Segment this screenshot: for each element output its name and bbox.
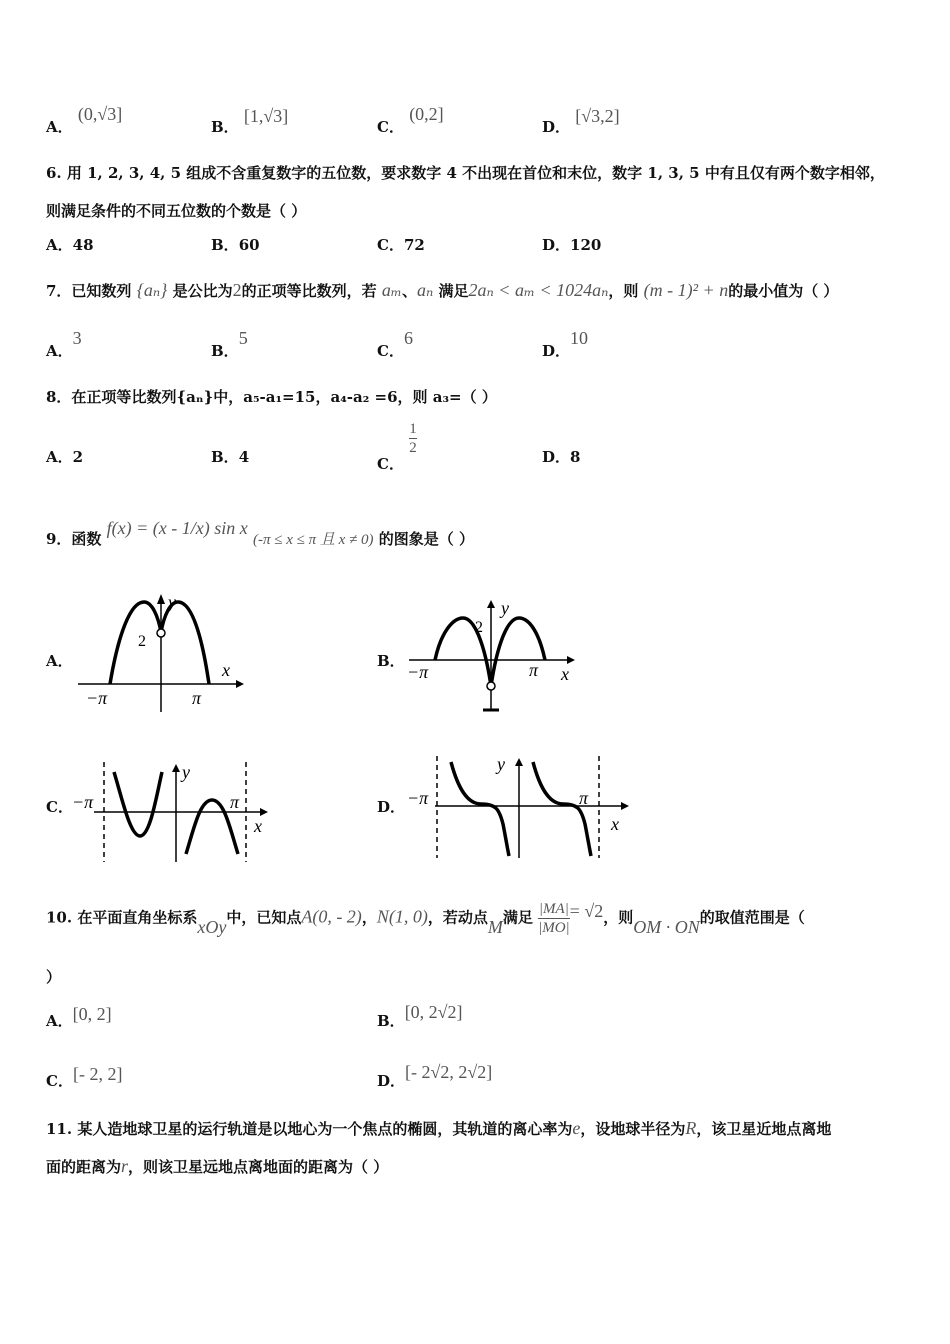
graph-b-two-label: 2 bbox=[475, 619, 483, 636]
graph-d-x-label: x bbox=[611, 814, 619, 834]
q10-option-d: D．[- 2√2, 2√2] bbox=[377, 1062, 493, 1090]
graph-d-pi-label: π bbox=[579, 788, 589, 808]
q7-option-b: B．5 bbox=[211, 328, 248, 360]
q6-option-c: C．72 bbox=[377, 236, 425, 254]
q5-option-c: C． (0,2] bbox=[377, 104, 444, 136]
q9-graph-c bbox=[70, 758, 270, 866]
graph-a-neg-pi-label: −π bbox=[86, 688, 108, 708]
q5-option-a: A． (0,√3] bbox=[46, 104, 123, 136]
graph-c-neg-pi-label: −π bbox=[72, 792, 94, 812]
q10-stem-close: ） bbox=[46, 968, 62, 986]
graph-b-x-label: x bbox=[561, 664, 569, 684]
graph-b-pi-label: π bbox=[529, 660, 539, 680]
graph-d-y-label: y bbox=[497, 754, 505, 774]
q8-option-c-fraction: $\frac{1}{2}$ bbox=[409, 421, 417, 456]
q7-option-c: C．6 bbox=[377, 328, 413, 360]
q11-stem-line2: 面的距离为r，则该卫星远地点离地面的距离为（ ） bbox=[46, 1156, 389, 1176]
graph-c-x-label: x bbox=[254, 816, 262, 836]
q7-expression: (m - 1)² + n bbox=[643, 280, 729, 300]
q9-domain: (-π ≤ x ≤ π 且 x ≠ 0) bbox=[253, 532, 374, 548]
q6-stem-line1: 6. 用 1, 2, 3, 4, 5 组成不含重复数字的五位数，要求数字 4 不出现在首位和末位，数字 1, 3, 5 中有且仅有两个数字相邻， bbox=[46, 164, 885, 182]
q10-ratio: $\frac{|MA|}{|MO|}$ bbox=[538, 901, 570, 936]
q6-option-b: B．60 bbox=[211, 236, 260, 254]
q10-dot-product: OM · ON bbox=[633, 916, 700, 937]
q5-option-b: B． [1,√3] bbox=[211, 106, 289, 136]
q8-option-d: D．8 bbox=[542, 448, 581, 466]
graph-b-neg-pi-label: −π bbox=[407, 662, 429, 682]
graph-a-y-label: y bbox=[168, 592, 176, 612]
q8-stem: 8．在正项等比数列{aₙ}中，a₅-a₁=15，a₄-a₂ =6，则 a₃=（ ） bbox=[46, 388, 497, 406]
q11-stem-line1: 11. 某人造地球卫星的运行轨道是以地心为一个焦点的椭圆，其轨道的离心率为e，设地球半径为R，该卫星近地点离地 bbox=[46, 1118, 832, 1138]
q10-point-n: N(1, 0) bbox=[376, 906, 428, 927]
q6-option-d: D．120 bbox=[542, 236, 602, 254]
q7-inequality: 2aₙ < aₘ < 1024aₙ bbox=[468, 280, 609, 300]
graph-b-y-label: y bbox=[501, 598, 509, 618]
q9-option-b: B． bbox=[377, 652, 405, 670]
q9-stem: 9．函数 f(x) = (x - 1/x) sin x (-π ≤ x ≤ π 且 x ≠ 0) 的图象是（ ） bbox=[46, 518, 474, 548]
q7-option-d: D．10 bbox=[542, 328, 589, 360]
q6-stem-line2: 则满足条件的不同五位数的个数是（ ） bbox=[46, 202, 307, 220]
q9-graph-b bbox=[405, 596, 580, 716]
q10-point-a: A(0, - 2) bbox=[301, 906, 362, 927]
graph-d-neg-pi-label: −π bbox=[407, 788, 429, 808]
q6-option-a: A．48 bbox=[46, 236, 94, 254]
q8-option-c: C． $\frac{1}{2}$ bbox=[377, 421, 417, 473]
q9-option-c: C． bbox=[46, 798, 73, 816]
q9-graph-a bbox=[78, 588, 248, 716]
q10-option-c: C．[- 2, 2] bbox=[46, 1064, 123, 1090]
graph-c-y-label: y bbox=[182, 762, 190, 782]
graph-c-pi-label: π bbox=[230, 792, 240, 812]
q9-graph-d bbox=[405, 752, 635, 862]
q10-option-a: A．[0, 2] bbox=[46, 1004, 112, 1030]
q9-option-d: D． bbox=[377, 798, 406, 816]
q8-option-b: B．4 bbox=[211, 448, 250, 466]
q9-option-a: A． bbox=[46, 652, 73, 670]
graph-a-pi-label: π bbox=[192, 688, 202, 708]
q7-sequence: {aₙ} bbox=[136, 280, 168, 300]
graph-a-two-label: 2 bbox=[138, 633, 146, 650]
q9-function: f(x) = (x - 1/x) sin x bbox=[106, 518, 248, 538]
q5-option-d: D． [√3,2] bbox=[542, 106, 620, 136]
q10-stem: 10. 在平面直角坐标系xOy中，已知点A(0, - 2)，N(1, 0)，若动点M满足 $\frac{|MA|}{|MO|}$ = √2，则OM · ON的取值范围是（ bbox=[46, 900, 805, 937]
q10-option-b: B．[0, 2√2] bbox=[377, 1002, 463, 1030]
q8-option-a: A．2 bbox=[46, 448, 84, 466]
q7-option-a: A．3 bbox=[46, 328, 82, 360]
q7-stem: 7．已知数列 {aₙ} 是公比为2的正项等比数列，若 aₘ、aₙ 满足2aₙ < aₘ < 1024aₙ，则 (m - 1)² + n的最小值为（ ） bbox=[46, 280, 839, 300]
graph-a-x-label: x bbox=[222, 660, 230, 680]
